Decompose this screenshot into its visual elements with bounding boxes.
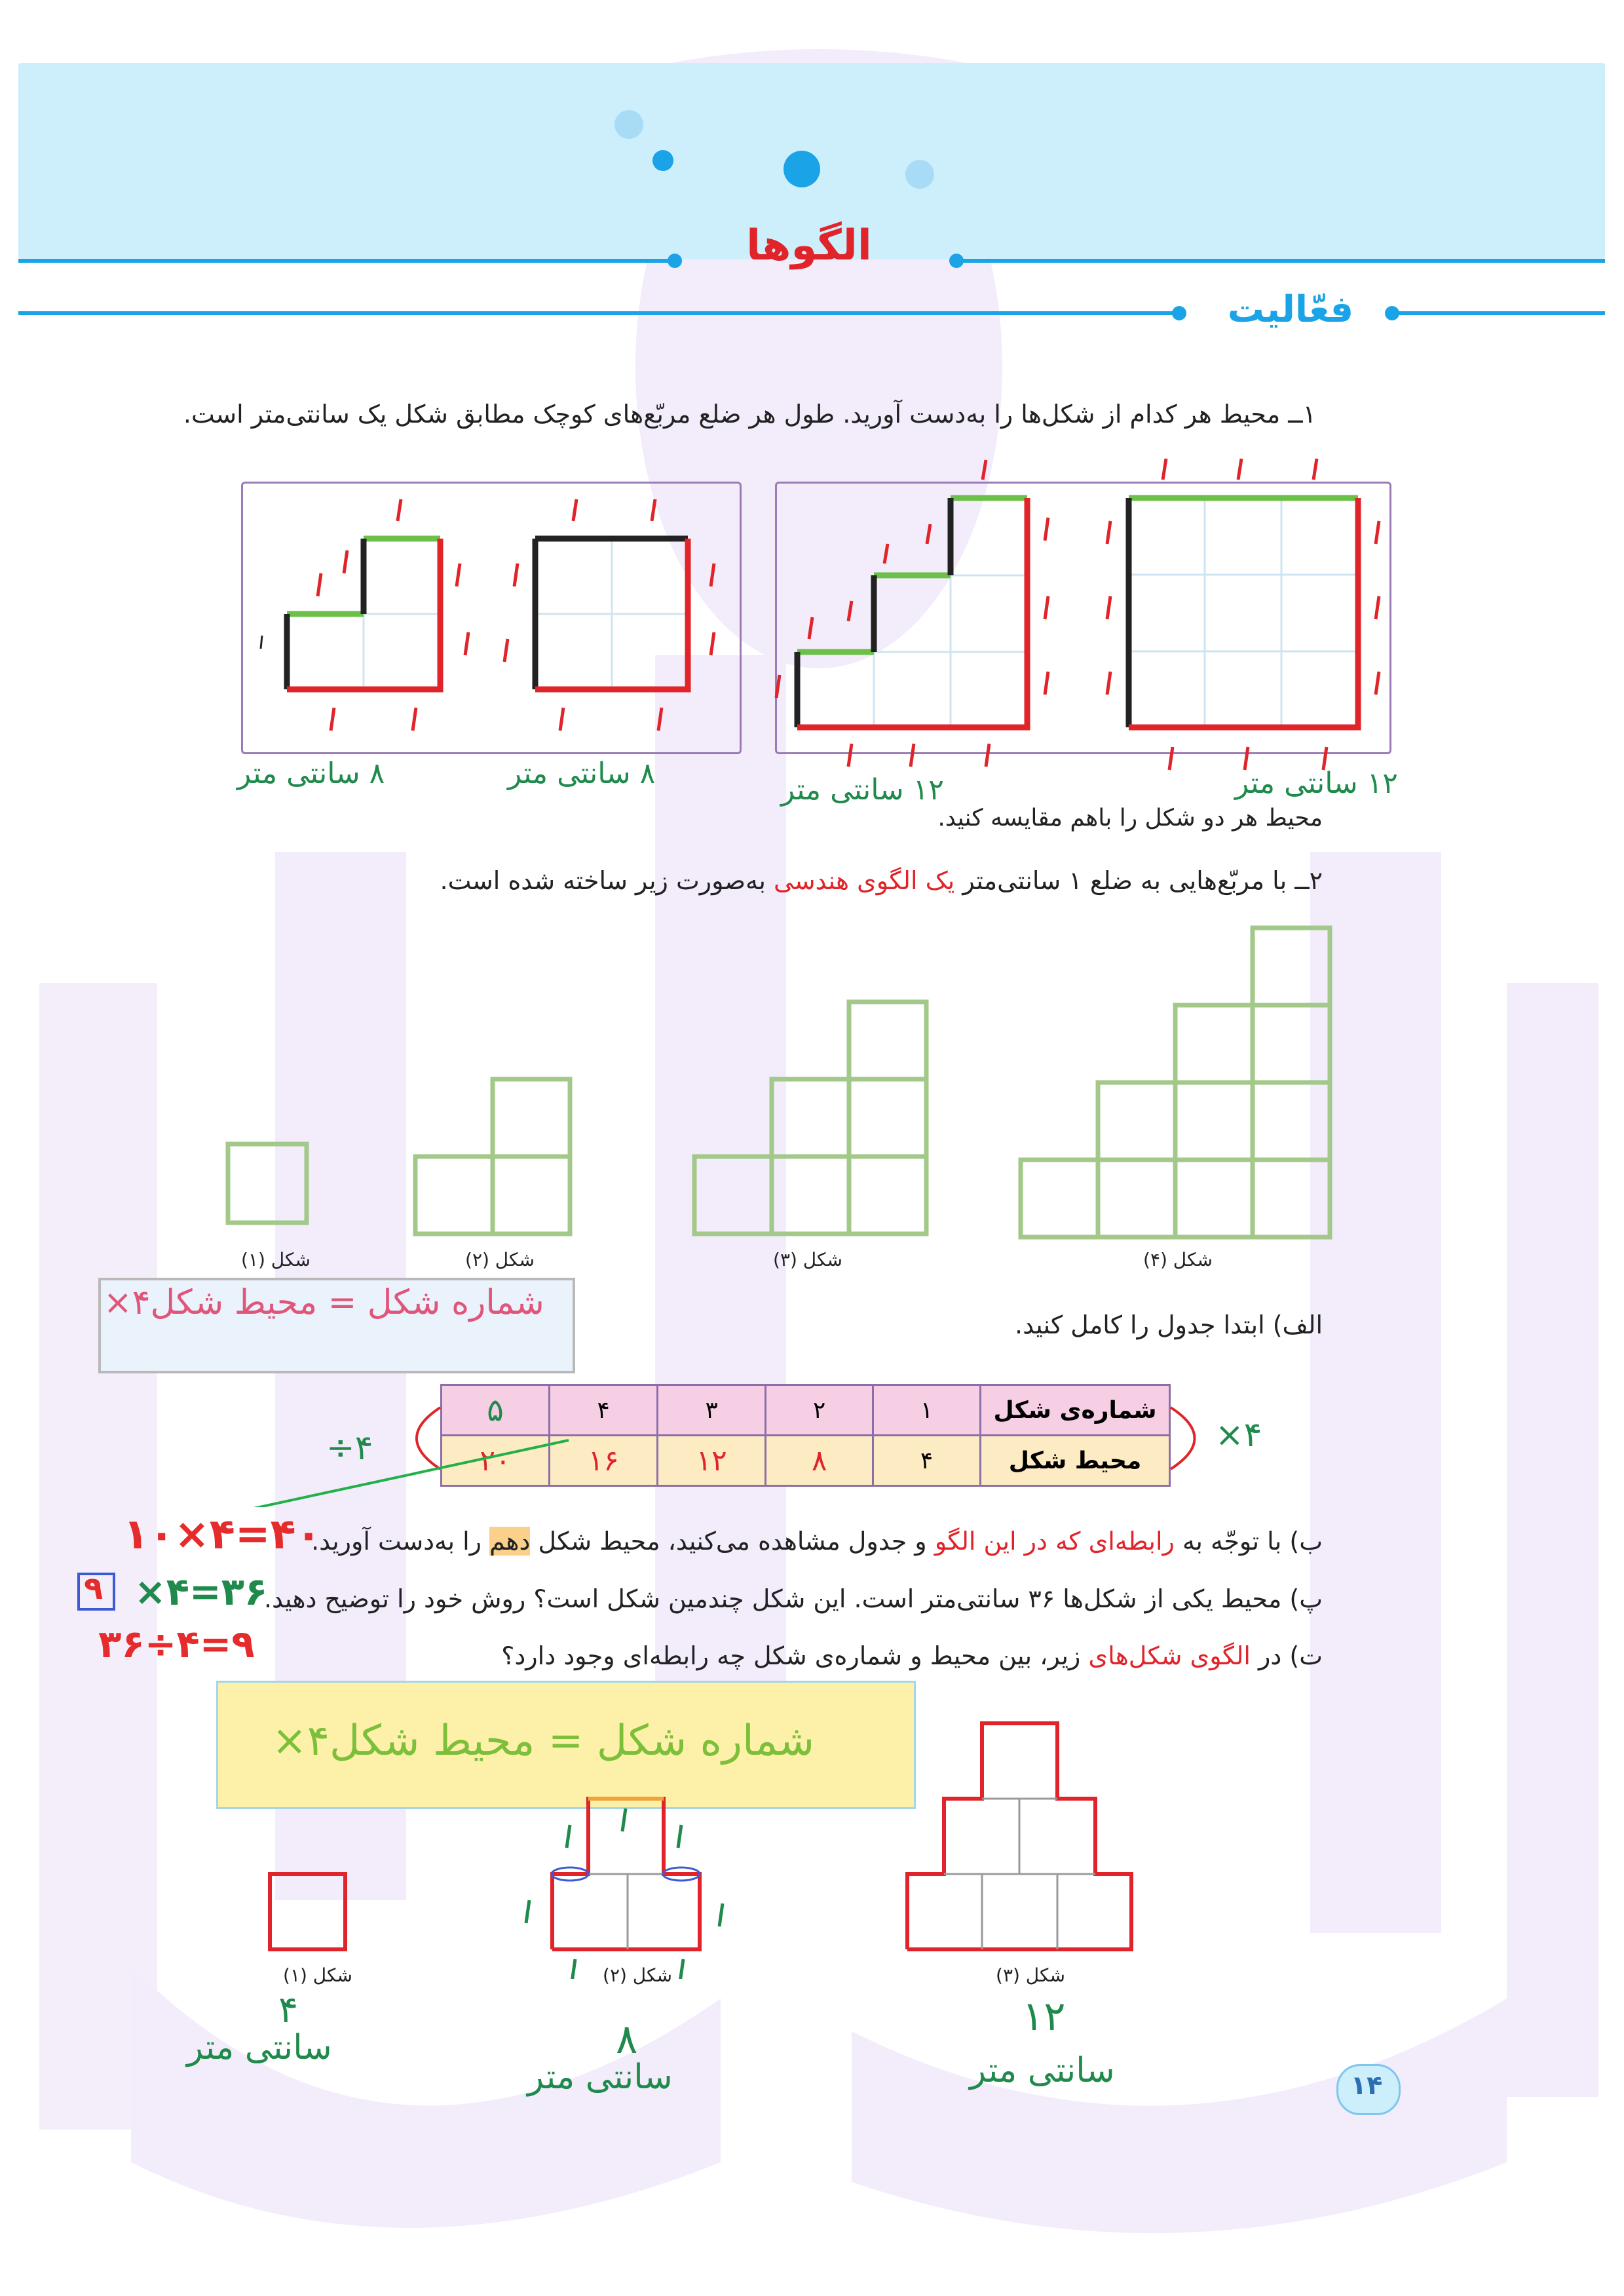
fig-label-3: شکل (۳) (773, 1249, 842, 1271)
q2-pattern-figures (0, 917, 1624, 1284)
table-cell: ۳ (658, 1385, 766, 1436)
q2-text (440, 866, 1323, 895)
te-fig-label-3: شکل (۳) (996, 1964, 1065, 1986)
q2-be-a: ب) با توجّه به (1174, 1527, 1323, 1556)
table-cell: شماره‌ی شکل (981, 1385, 1170, 1436)
page-title: الگوها (746, 221, 872, 270)
q2-text-c: به‌صورت زیر ساخته شده است. (440, 866, 774, 895)
page-number: ۱۴ (1350, 2071, 1383, 2101)
q2-be-d: دهم (489, 1527, 531, 1556)
te-answer-2-unit: سانتی متر (527, 2057, 673, 2097)
table-cell: ۱۶ (550, 1436, 658, 1486)
te-answer-3-unit: سانتی متر (970, 2051, 1115, 2090)
fig-label-2: شکل (۲) (465, 1249, 535, 1271)
q2-pe: پ) محیط یکی از شکل‌ها ۳۶ سانتی‌متر است. این شکل چندمین شکل است؟ روش خود را توضیح دهید. (263, 1584, 1323, 1613)
q1-staircase-2 (287, 539, 440, 689)
q1-figures (0, 446, 1624, 799)
q1-square-3x3 (1129, 498, 1358, 727)
q2-te (501, 1641, 1323, 1670)
table-cell: ۱۲ (658, 1436, 766, 1486)
te-answer-1-n: ۴ (278, 1989, 299, 2031)
te-answer-1-unit: سانتی متر (187, 2028, 332, 2067)
fig-label-1: شکل (۱) (241, 1249, 311, 1271)
q2-te-b: الگوی شکل‌های (1088, 1641, 1251, 1670)
table-cell: ۵ (442, 1385, 550, 1436)
q2-be-c: و جدول مشاهده می‌کنید، محیط شکل (530, 1527, 935, 1556)
q2-note: ×۴شماره شکل = محیط شکل (104, 1283, 544, 1322)
q1-answer-3: ۸ سانتی متر (508, 757, 656, 790)
q2-text-highlight: یک الگوی هندسی (774, 866, 955, 895)
table-cell: ۸ (766, 1436, 873, 1486)
section-title: فعّالیت (1227, 288, 1354, 331)
table-left-op: ÷۴ (326, 1428, 373, 1468)
q2-te-figures (0, 1717, 1624, 1979)
q1-square-2x2 (535, 539, 688, 689)
q1-answer-1: ۱۲ سانتی متر (1235, 767, 1398, 800)
q2-be-b: رابطه‌ای که در این الگو (934, 1527, 1175, 1556)
q2-pe-answer-box: ۹ (84, 1570, 104, 1607)
q1-answer-4: ۸ سانتی متر (237, 757, 385, 790)
table-cell: ۲ (766, 1385, 873, 1436)
q1-staircase-3 (797, 498, 1027, 727)
q1-text: ۱ــ محیط هر کدام از شکل‌ها را به‌دست آورید. طول هر ضلع مربّع‌های کوچک مطابق شکل یک سانتی‌متر است. (183, 400, 1316, 429)
q2-te-note: ×۴شماره شکل = محیط شکل (272, 1717, 815, 1765)
q2-alef: الف) ابتدا جدول را کامل کنید. (1015, 1311, 1323, 1339)
table-cell: ۴ (550, 1385, 658, 1436)
table-cell: ۲۰ (442, 1436, 550, 1486)
table-arrows (0, 1376, 1624, 1507)
te-fig-label-1: شکل (۱) (283, 1964, 352, 1986)
fig-label-4: شکل (۴) (1143, 1249, 1213, 1271)
table-cell: ۱ (873, 1385, 981, 1436)
te-answer-3-n: ۱۲ (1022, 1992, 1066, 2040)
q2-te-a: ت) در (1250, 1641, 1323, 1670)
table-right-op: ×۴ (1215, 1415, 1262, 1455)
table-cell: ۴ (873, 1436, 981, 1486)
q2-text-a: ۲ــ با مربّع‌هایی به ضلع ۱ سانتی‌متر (954, 866, 1323, 895)
q2-be-e: را به‌دست آورید. (311, 1527, 490, 1556)
q2-be-answer: ۱۰×۴=۴۰ (123, 1510, 322, 1559)
te-answer-2-n: ۸ (616, 2015, 638, 2063)
q1-compare: محیط هر دو شکل را باهم مقایسه کنید. (937, 805, 1323, 832)
table-cell: محیط شکل (981, 1436, 1170, 1486)
q2-be (311, 1527, 1323, 1556)
te-fig-label-2: شکل (۲) (603, 1964, 672, 1986)
q1-unit-marks (318, 459, 1379, 770)
q1-answer-2: ۱۲ سانتی متر (781, 773, 944, 807)
q2-pe-answer-2: ۳۶÷۴=۹ (98, 1622, 255, 1666)
q2-te-c: زیر، بین محیط و شماره‌ی شکل چه رابطه‌ای وجود دارد؟ (501, 1641, 1089, 1670)
q2-pe-answer-1: ۳۶=۴× (134, 1569, 268, 1614)
